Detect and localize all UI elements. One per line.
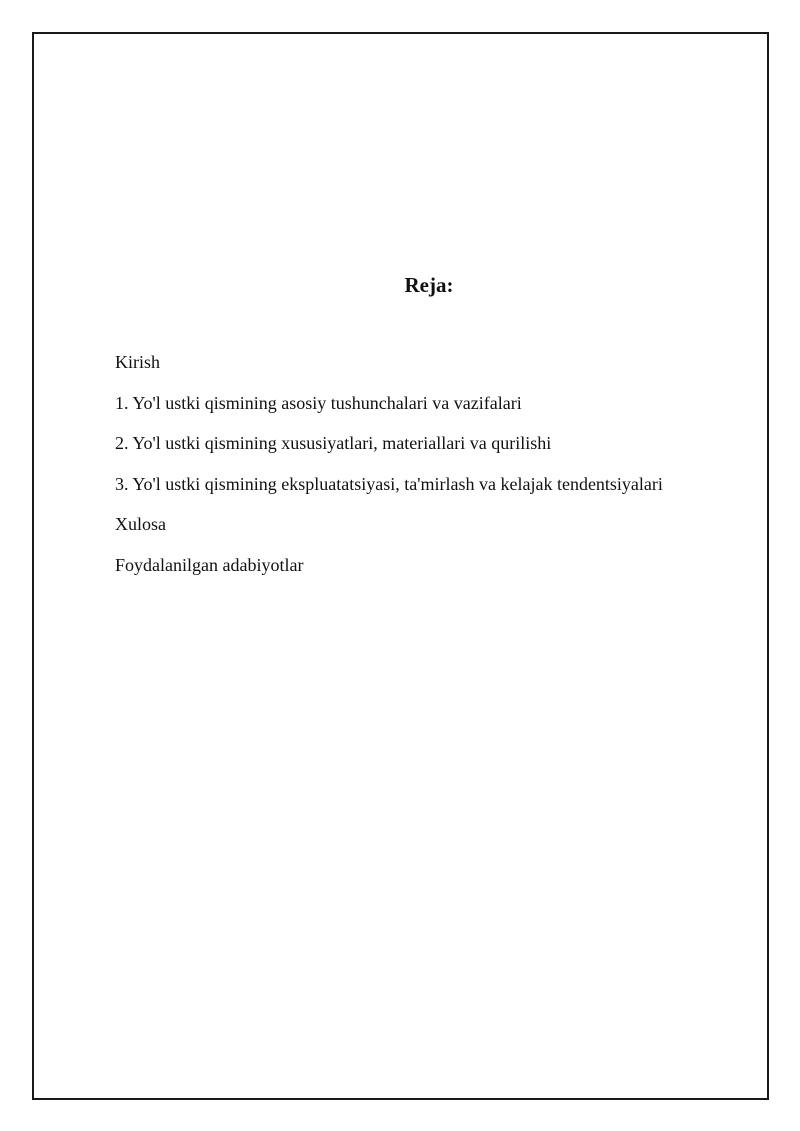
page-title: Reja: xyxy=(404,273,454,297)
plan-item-3: 3. Yo'l ustki qismining ekspluatatsiyasi, ta'mirlash va kelajak tendentsiyalari xyxy=(115,473,663,494)
plan-item-1: 1. Yo'l ustki qismining asosiy tushunchalari va vazifalari xyxy=(115,392,522,413)
plan-item-introduction: Kirish xyxy=(115,352,160,372)
plan-item-2: 2. Yo'l ustki qismining xususiyatlari, materiallari va qurilishi xyxy=(115,433,552,453)
plan-item-conclusion: Xulosa xyxy=(115,514,166,534)
plan-list xyxy=(115,350,663,593)
plan-item-references: Foydalanilgan adabiyotlar xyxy=(115,554,304,575)
